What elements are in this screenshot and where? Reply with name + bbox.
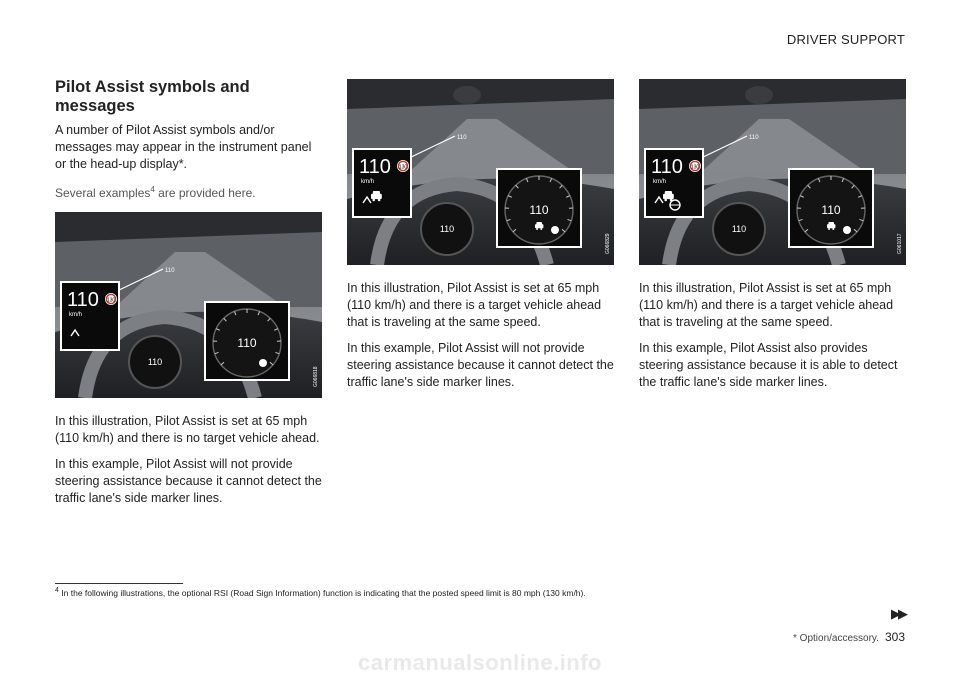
column-1 [55,78,323,507]
hud-unit: km/h [361,179,375,185]
examples-lead: Several examples [55,186,151,200]
section-header: DRIVER SUPPORT [786,32,905,47]
caption: In this illustration, Pilot Assist is set at 65 mph (110 km/h) and there is no target vehicle ahead. [55,414,320,445]
caption: In this example, Pilot Assist also provides steering assistance because it is able to detect the traffic lane's side marker lines. [639,341,898,389]
hud-speed: 110 [651,156,683,178]
figure-code: G066829 [605,233,611,254]
caption: In this illustration, Pilot Assist is set at 65 mph (110 km/h) and there is a target vehicle ahead that is traveling at the same speed. [347,281,602,329]
mirror [745,86,773,104]
footnote-rule [55,583,183,584]
gauge-sign-icon [551,226,559,234]
illustration-3 [639,79,906,265]
gauge-speed: 110 [529,203,549,217]
option-note: * Option/accessory. [793,633,879,644]
caption: In this example, Pilot Assist will not provide steering assistance because it cannot detect the traffic lane's side marker lines. [347,341,614,389]
hud-speed-small: 110 [457,135,467,141]
hud-speed-small: 110 [165,268,175,274]
illustration-2 [347,79,614,265]
illustration-1 [55,212,322,398]
footnote [55,587,586,598]
speed-sign-value: 130 [690,164,700,171]
hud-unit: km/h [69,312,83,318]
dashboard-svg [639,79,906,265]
hud-speed-small: 110 [749,135,759,141]
page-number: 303 [884,630,905,644]
dashboard-svg [55,212,322,398]
gauge-speed: 110 [821,203,841,217]
gauge-sign-icon [259,359,267,367]
examples-rest: are provided here. [154,186,256,200]
column-3 [639,78,907,391]
gauge-small-speed: 110 [731,224,747,234]
intro-text: A number of Pilot Assist symbols and/or messages may appear in the instrument panel or the head-up display*. [55,123,312,171]
dashboard-svg [347,79,614,265]
caption: In this illustration, Pilot Assist is set at 65 mph (110 km/h) and there is a target vehicle ahead that is traveling at the same speed. [639,281,894,329]
column-2 [347,78,615,391]
speed-sign-value: 130 [398,164,408,171]
speed-sign-value: 130 [106,297,116,304]
gauge-small-speed: 110 [147,357,163,367]
footnote-ref: 4 [150,185,155,194]
gauge-speed: 110 [237,336,257,350]
footnote-number: 4 [55,587,59,594]
gauge-small-speed: 110 [439,224,455,234]
figure-code: G066818 [313,366,319,387]
footnote-text: In the following illustrations, the optional RSI (Road Sign Information) function is indicating that the posted speed limit is 80 mph (130 km/h). [61,587,586,598]
figure-code: G061017 [897,233,903,254]
caption: In this example, Pilot Assist will not provide steering assistance because it cannot detect the traffic lane's side marker lines. [55,457,322,505]
page-footer [793,630,905,644]
examples-text [55,185,323,200]
page-title: Pilot Assist symbols and messages [55,78,250,115]
hud-unit: km/h [653,179,667,185]
next-page-arrow-icon[interactable]: ▶▶ [891,606,905,621]
gauge-sign-icon [843,226,851,234]
mirror [453,86,481,104]
hud-speed: 110 [359,156,391,178]
hud-speed: 110 [67,289,99,311]
watermark: carmanualsonline.info [358,650,602,675]
